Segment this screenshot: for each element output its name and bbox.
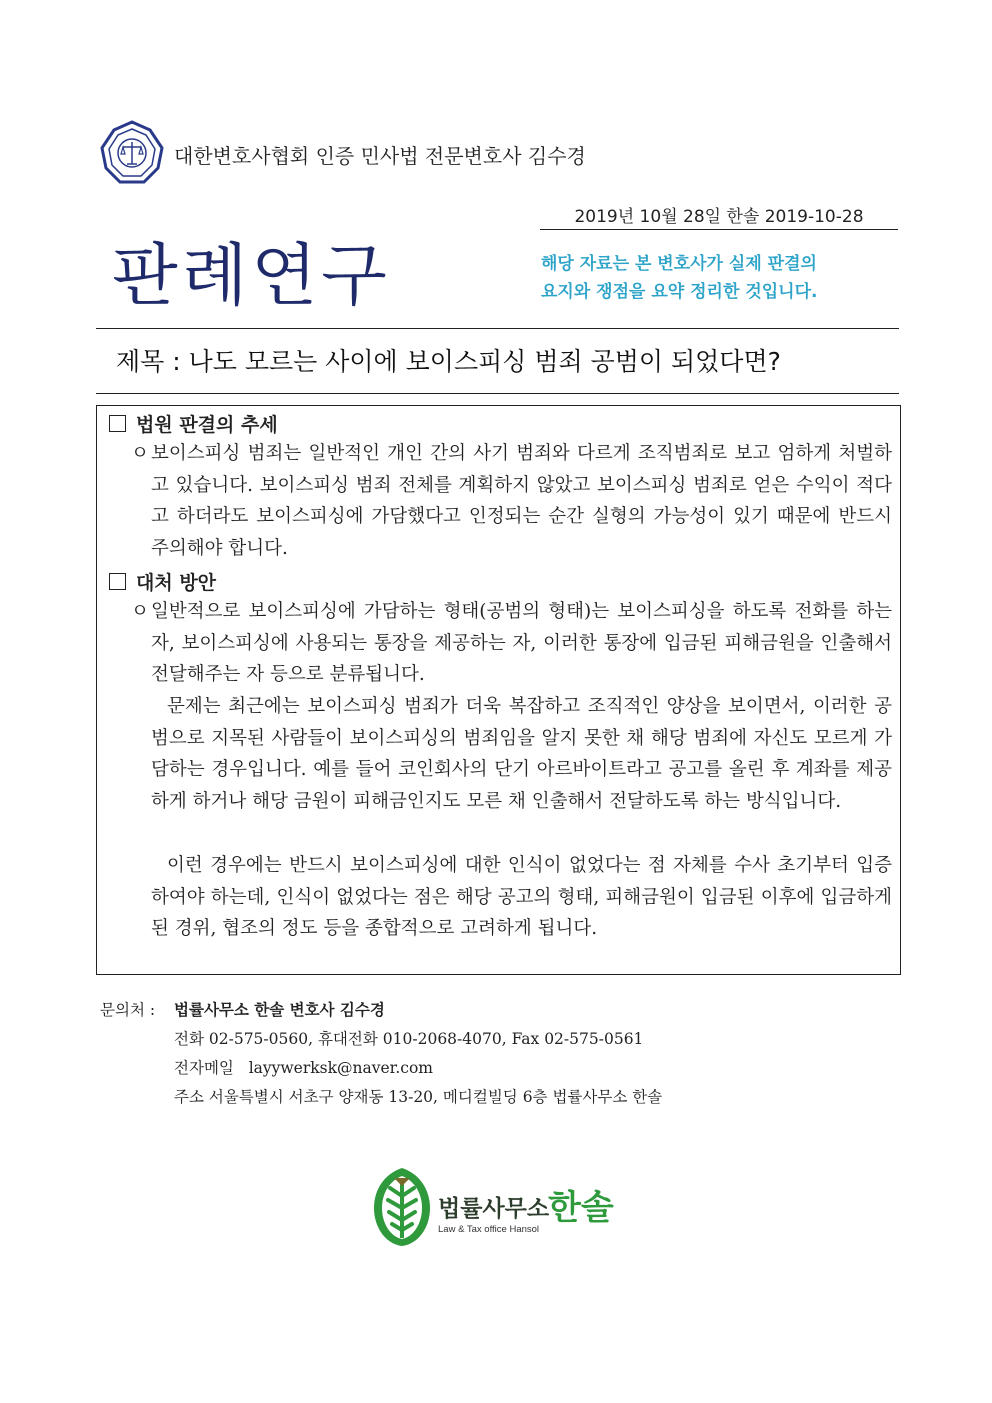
logo-name-part2: 한솔: [548, 1188, 614, 1228]
date-line: 2019년 10월 28일 한솔 2019-10-28: [540, 202, 898, 230]
section-heading-trend: 법원 판결의 추세: [109, 410, 278, 437]
response-paragraph-1: ㅇ 일반적으로 보이스피싱에 가담하는 형태(공범의 형태)는 보이스피싱을 하도록 전화를 하는 자, 보이스피싱에 사용되는 통장을 제공하는 자, 이러한 통장에 입금된 피해금원을 인출해서 전달해주는 자 등으로 분류됩니다.: [151, 596, 892, 691]
page-title: 판례연구: [112, 237, 391, 316]
checkbox-square-icon: [109, 573, 126, 590]
bullet-icon: ㅇ: [131, 601, 149, 622]
email-link[interactable]: layywerksk@naver.com: [248, 1059, 433, 1077]
bullet-icon: ㅇ: [131, 443, 149, 464]
logo-english-name: Law & Tax office Hansol: [438, 1224, 540, 1235]
checkbox-square-icon: [109, 415, 126, 432]
response-paragraph-2: 문제는 최근에는 보이스피싱 범죄가 더욱 복잡하고 조직적인 양상을 보이면서, 이러한 공범으로 지목된 사람들이 보이스피싱의 범죄임을 알지 못한 채 해당 범죄에 자신도 모르게 가담하는 경우입니다. 예를 들어 코인회사의 단기 아르바이트라고 공고를 올린 후 계좌를 제공하게 하거나 해당 금원이 피해금인지도 모른 채 인출해서 전달하도록 하는 방식입니다.: [151, 696, 892, 812]
contact-label: 문의처 :: [100, 1001, 156, 1019]
note-line-1: 해당 자료는 본 변호사가 실제 판결의: [541, 254, 817, 274]
divider-top: [96, 328, 899, 329]
response-paragraph-3: 이런 경우에는 반드시 보이스피싱에 대한 인식이 없었다는 점 자체를 수사 초기부터 입증하여야 하는데, 인식이 없었다는 점은 해당 공고의 형태, 피해금원이 입금된 이후에 입금하게 된 경위, 협조의 정도 등을 종합적으로 고려하게 됩니다.: [151, 855, 892, 939]
certification-text: 대한변호사협회 인증 민사법 전문변호사 김수경: [174, 144, 586, 168]
contact-info: [100, 995, 662, 1112]
logo-name-part1: 법률사무소: [438, 1196, 550, 1222]
firm-logo: [372, 1162, 622, 1252]
divider-bottom: [96, 393, 899, 394]
trend-paragraph: ㅇ 보이스피싱 범죄는 일반적인 개인 간의 사기 범죄와 다르게 조직범죄로 보고 엄하게 처벌하고 있습니다. 보이스피싱 범죄 전체를 계획하지 않았고 보이스피싱 범죄로 얻은 수익이 적다고 하더라도 보이스피싱에 가담했다고 인정되는 순간 실형의 가능성이 있기 때문에 반드시 주의해야 합니다.: [151, 438, 892, 564]
note-line-2: 요지와 쟁점을 요약 정리한 것입니다.: [541, 282, 818, 302]
email-line: 전자메일 layywerksk@naver.com: [174, 1059, 433, 1077]
firm-name: 법률사무소 한솔 변호사 김수경: [174, 1000, 385, 1019]
address-line: 주소 서울특별시 서초구 양재동 13-20, 메디컬빌딩 6층 법률사무소 한솔: [174, 1088, 663, 1106]
disclaimer-note: [541, 250, 817, 306]
section-heading-response: 대처 방안: [109, 568, 216, 595]
content-box: [96, 405, 901, 975]
phone-line: 전화 02-575-0560, 휴대전화 010-2068-4070, Fax 02-575-0561: [174, 1030, 644, 1048]
leaf-logo-icon: [372, 1166, 432, 1248]
subject-title: 제목 : 나도 모르는 사이에 보이스피싱 범죄 공범이 되었다면?: [116, 347, 781, 376]
bar-association-seal-icon: [100, 120, 164, 186]
